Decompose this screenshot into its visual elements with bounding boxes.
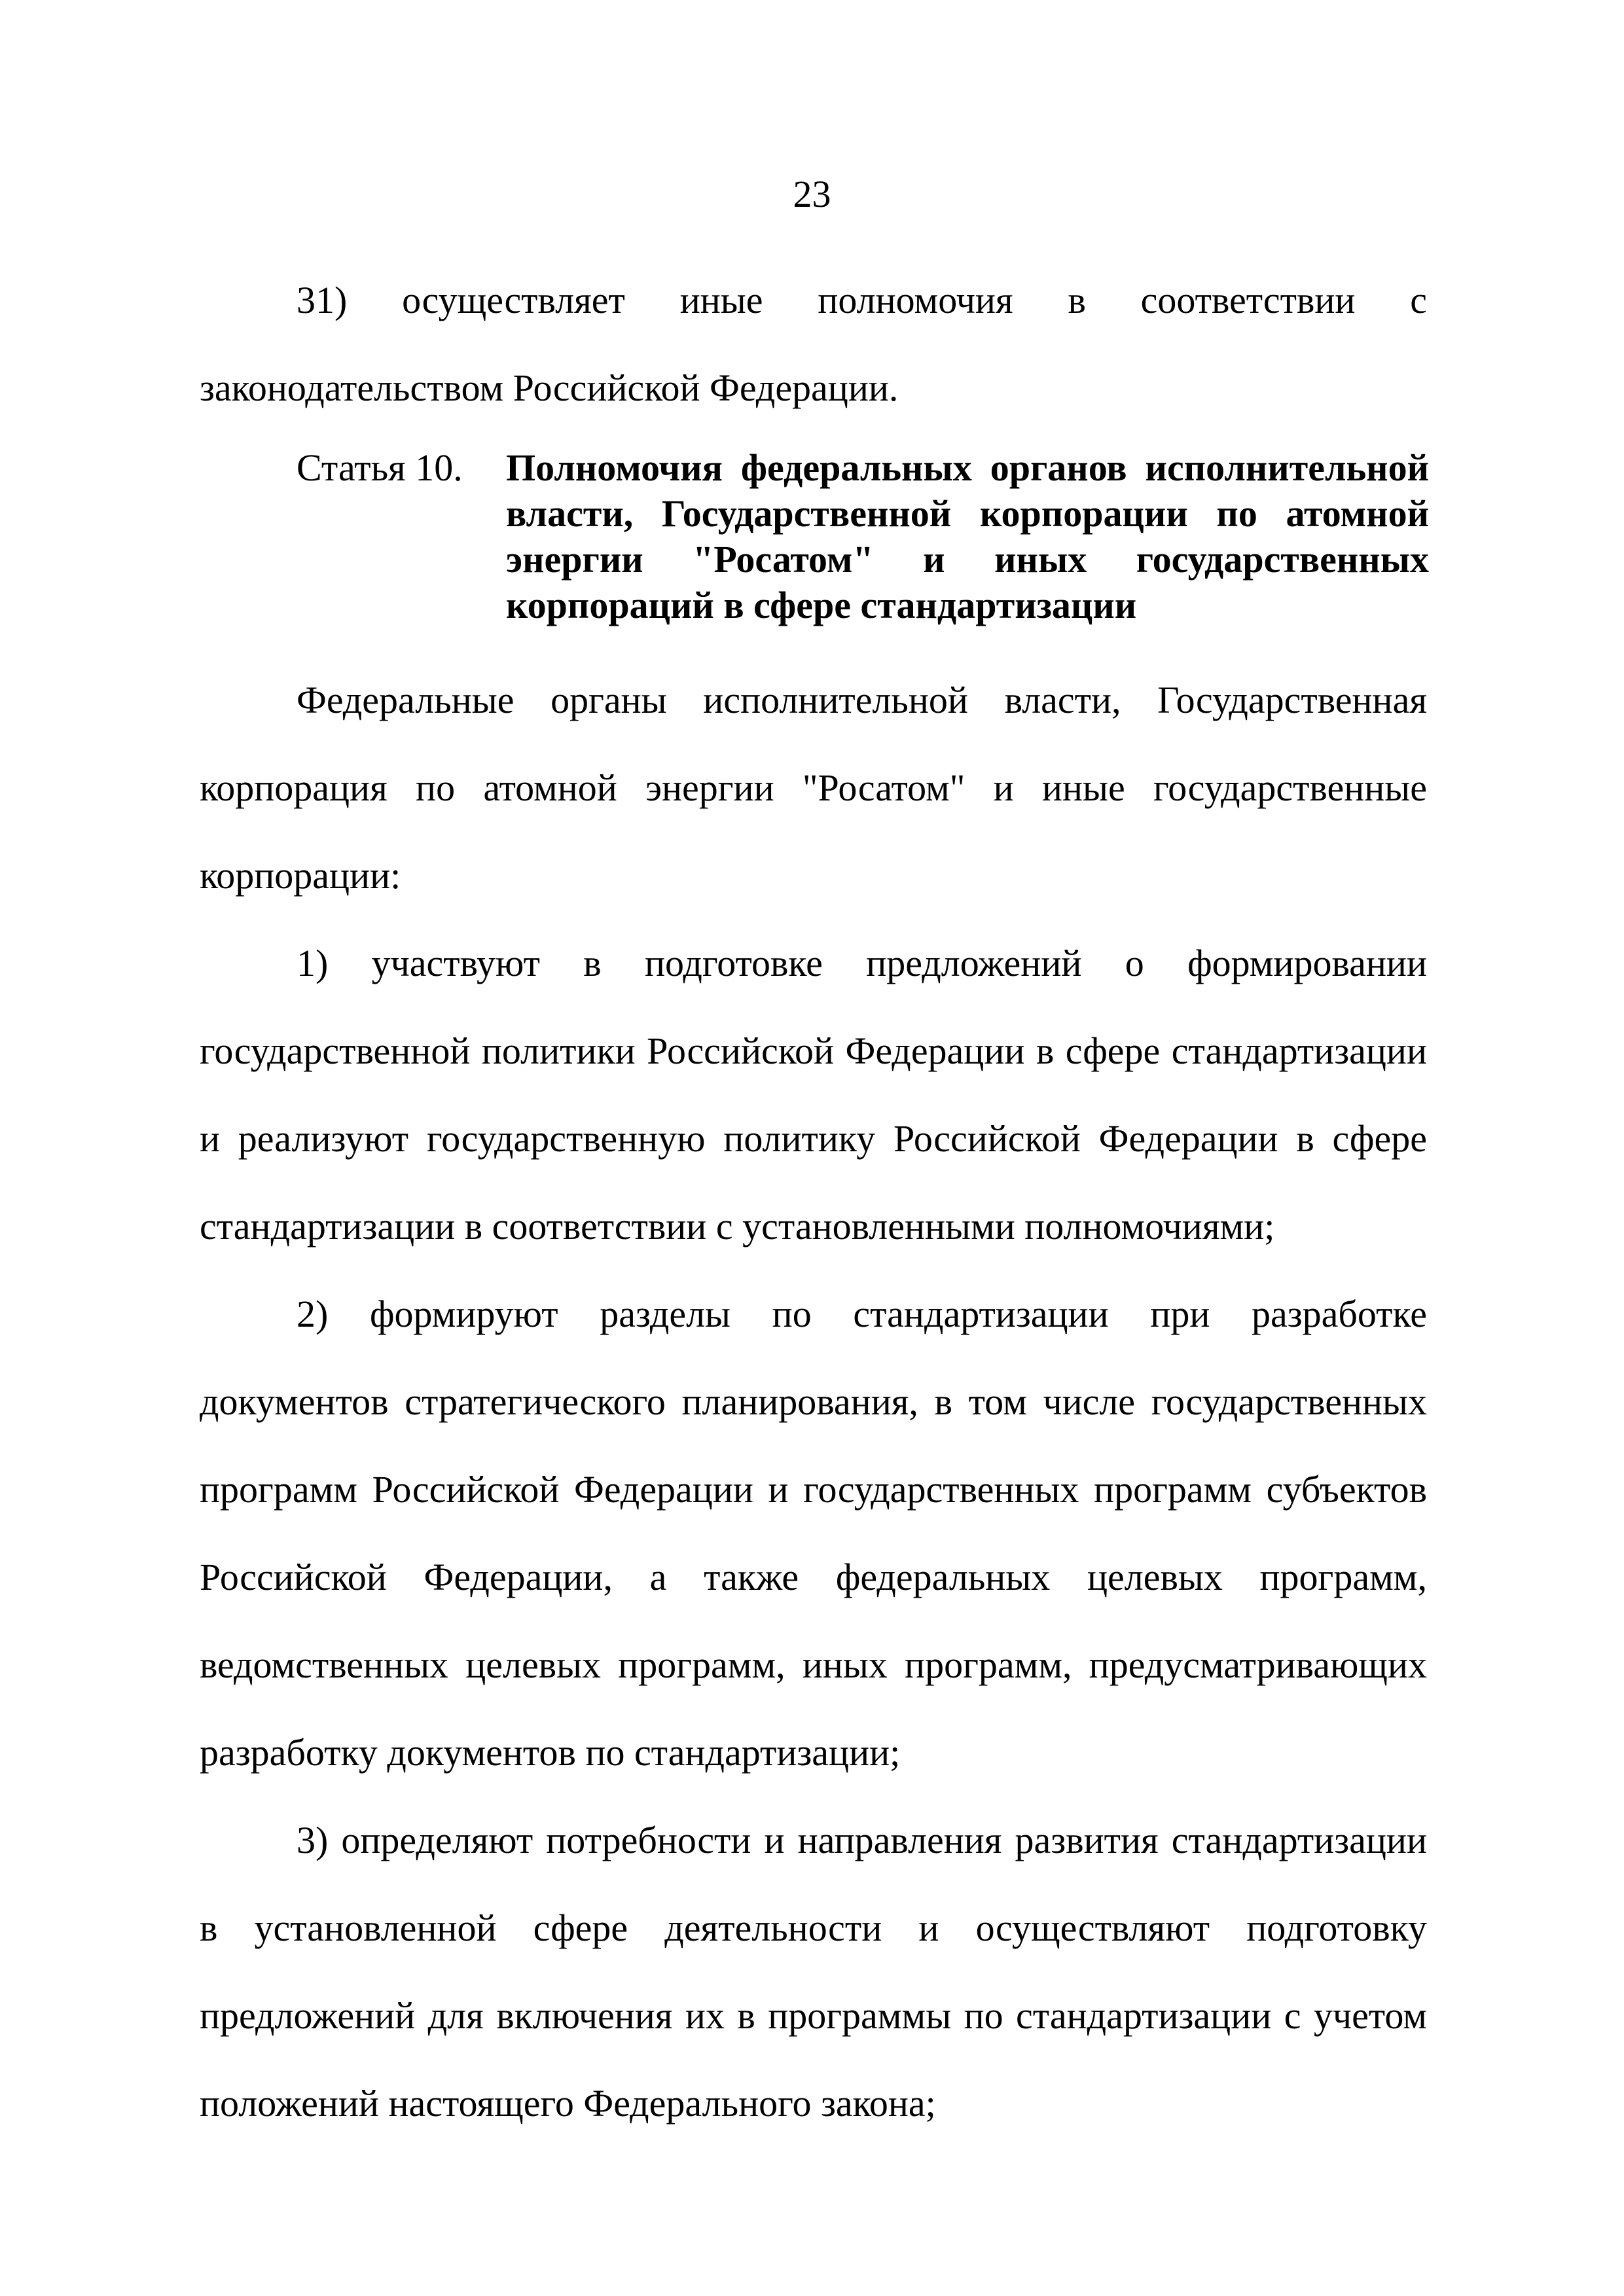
item-2-paragraph: 2) формируют разделы по стандартизации при разработке документов стратегического планирования, в том числе государственных программ Российской Федерации и государственных программ субъектов Российской Федерации, а также федеральных целевых программ, ведомственных целевых программ, иных программ, предусматривающих разработку документов по стандартизации; — [200, 1293, 1427, 1774]
item-3-paragraph: 3) определяют потребности и направления развития стандартизации в установленной сфере деятельности и осуществляют подготовку предложений для включения их в программы по стандартизации с учетом положений настоящего Федерального закона; — [200, 1819, 1427, 2125]
article-body — [200, 656, 1427, 2147]
article-title: Полномочия федеральных органов исполнительной власти, Государственной корпорации по атомной энергии "Росатом" и иных государственных корпораций в сфере стандартизации — [506, 446, 1429, 626]
article-label: Статья 10. — [297, 446, 463, 489]
item-1-paragraph: 1) участвуют в подготовке предложений о формировании государственной политики Российской Федерации в сфере стандартизации и реализуют государственную политику Российской Федерации в сфере стандартизации в соответствии с установленными полномочиями; — [200, 942, 1427, 1247]
intro-paragraph: Федеральные органы исполнительной власти, Государственная корпорация по атомной энергии "Росатом" и иные государственные корпорации: — [200, 679, 1427, 897]
item-31-paragraph: 31) осуществляет иные полномочия в соответствии с законодательством Российской Федерации. — [200, 279, 1427, 409]
item-31-block — [200, 257, 1427, 432]
page-number: 23 — [793, 173, 831, 215]
